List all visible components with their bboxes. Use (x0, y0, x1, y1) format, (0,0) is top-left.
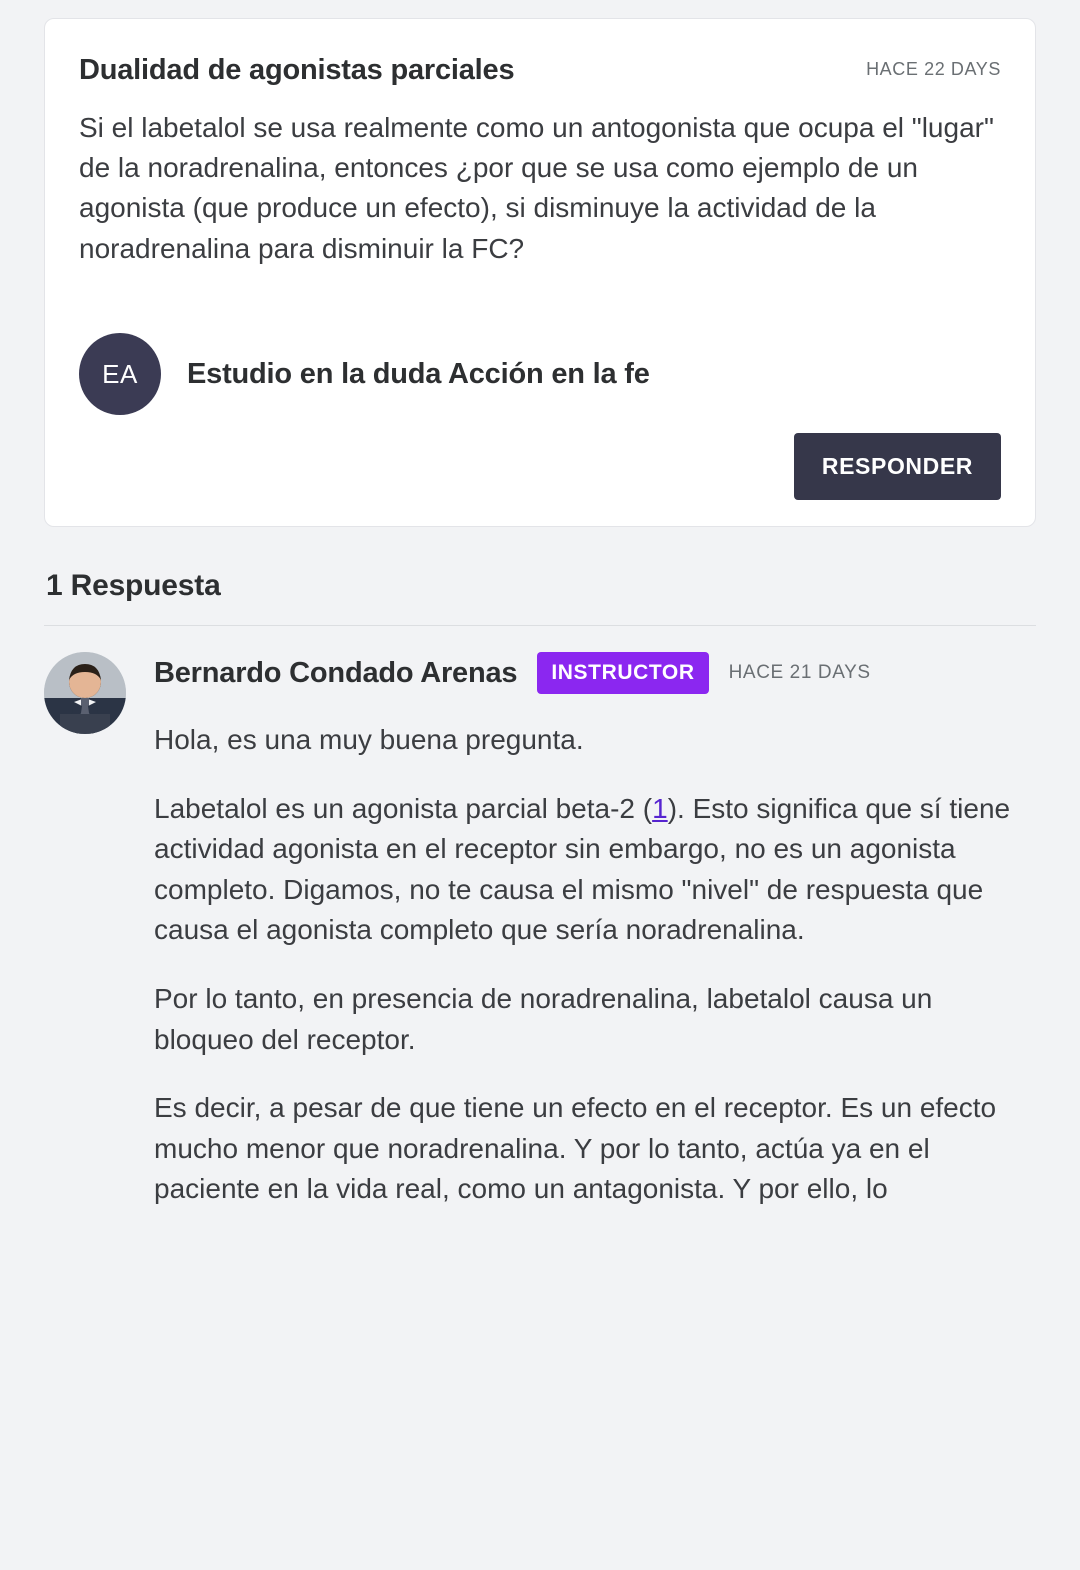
question-actions (79, 433, 1001, 500)
answer-paragraph: Es decir, a pesar de que tiene un efecto en el receptor. Es un efecto mucho menor que noradrenalina. Y por lo tanto, actúa ya en el paciente en la vida real, como un antagonista. Y por ello, lo (154, 1092, 997, 1205)
answer-header (154, 652, 1036, 694)
answers-count-heading: 1 Respuesta (46, 569, 221, 603)
status-badge: INSTRUCTOR (537, 652, 708, 694)
answer-paragraph: Por lo tanto, en presencia de noradrenalina, labetalol causa un bloqueo del receptor. (154, 983, 933, 1055)
avatar: EA (79, 333, 161, 415)
question-header (79, 53, 1001, 88)
question-timestamp: HACE 22 DAYS (866, 59, 1001, 79)
answer-paragraph: Hola, es una muy buena pregunta. (154, 724, 584, 756)
question-author-name: Estudio en la duda Acción en la fe (187, 357, 650, 390)
answer-timestamp: HACE 21 DAYS (728, 662, 871, 684)
answer-main (154, 652, 1036, 1210)
reference-link[interactable]: 1 (652, 792, 668, 824)
answer-paragraph-with-reference (154, 789, 1036, 951)
answer-author-name: Bernardo Condado Arenas (154, 656, 518, 689)
avatar-photo[interactable] (44, 652, 126, 734)
reference-text-after: ). Esto significa que sí tiene actividad agonista en el receptor sin embargo, no es un agonista completo. Digamos, no te causa el mismo "nivel" de respuesta que causa el agonista completo que sería noradrenalina. (154, 792, 1011, 946)
answer-item (44, 625, 1036, 1210)
reference-text-before: Labetalol es un agonista parcial beta-2 ( (154, 792, 653, 824)
question-card (44, 18, 1036, 527)
question-body: Si el labetalol se usa realmente como un antogonista que ocupa el "lugar" de la noradrenalina, entonces ¿por que se usa como ejemplo de un agonista (que produce un efecto), si disminuye la actividad de la noradrenalina para disminuir la FC? (79, 111, 994, 264)
answer-body (154, 720, 1036, 1210)
question-author-row (79, 333, 1001, 415)
question-title: Dualidad de agonistas parciales (79, 54, 515, 86)
respond-button[interactable]: RESPONDER (794, 433, 1001, 500)
